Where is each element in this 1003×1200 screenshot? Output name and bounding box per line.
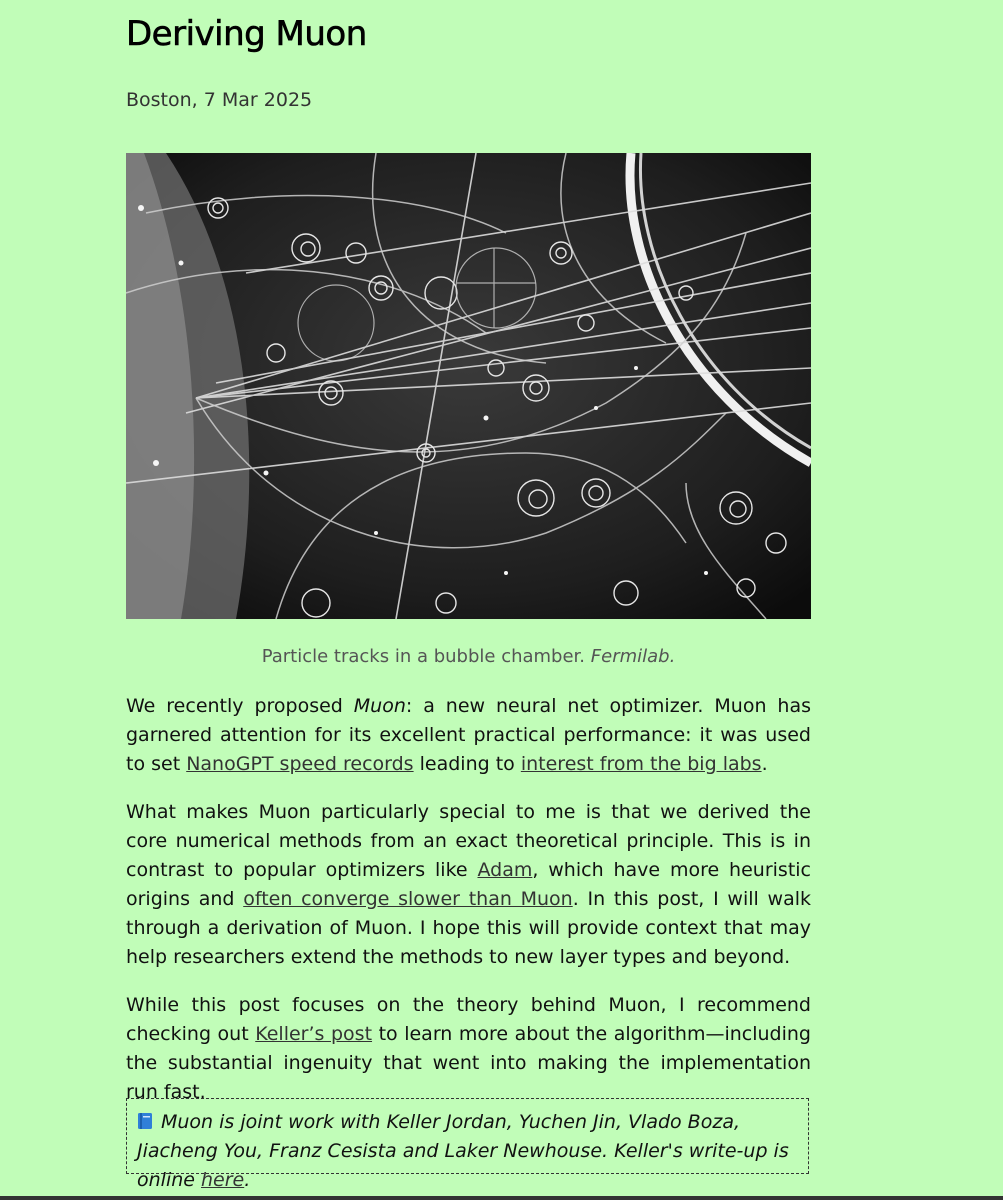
note-text: Muon is joint work with Keller Jordan, Yuchen Jin, Vlado Boza, Jiacheng You, Franz Cesista and Laker Newhouse. Keller's write-up is online — [137, 1111, 789, 1191]
figure-caption — [126, 646, 811, 667]
note-end: . — [244, 1169, 251, 1191]
caption-credit: Fermilab. — [590, 646, 676, 667]
joint-work-note — [126, 1098, 809, 1191]
adam-link[interactable]: Adam — [477, 859, 533, 881]
nanogpt-speed-records-link[interactable]: NanoGPT speed records — [186, 753, 414, 775]
p1-text-4: . — [761, 753, 768, 775]
paragraph-2 — [126, 798, 811, 972]
book-icon — [137, 1112, 153, 1130]
p2-text-2: , which have more heuristic origins and — [126, 859, 811, 910]
caption-text: Particle tracks in a bubble chamber. — [261, 646, 586, 667]
p1-text-2: : a new neural net optimizer. Muon has garnered attention for its excellent practical performance: it was used to set — [126, 695, 811, 775]
paragraph-1 — [126, 692, 811, 779]
p3-text-2: to learn more about the algorithm—including the substantial ingenuity that went into making the implementation run fast. — [126, 1023, 811, 1103]
note-here-link[interactable]: here — [201, 1169, 245, 1191]
p2-text-3: . In this post, I will walk through a derivation of Muon. I hope this will provide context that may help researchers extend the methods to new layer types and beyond. — [126, 888, 811, 968]
page-title: Deriving Muon — [126, 14, 367, 54]
converge-slower-link[interactable]: often converge slower than Muon — [243, 888, 573, 910]
p1-text-1: We recently proposed — [126, 695, 354, 717]
p3-text-1: While this post focuses on the theory behind Muon, I recommend checking out — [126, 994, 811, 1045]
dateline: Boston, 7 Mar 2025 — [126, 89, 313, 111]
p1-emphasis-muon: Muon — [353, 695, 406, 717]
article-body — [126, 692, 811, 1126]
kellers-post-link[interactable]: Keller’s post — [255, 1023, 373, 1045]
figure — [126, 153, 811, 619]
p1-text-3: leading to — [413, 753, 521, 775]
bottom-rule — [0, 1196, 1003, 1200]
big-labs-interest-link[interactable]: interest from the big labs — [520, 753, 762, 775]
paragraph-3 — [126, 991, 811, 1107]
p2-text-1: What makes Muon particularly special to me is that we derived the core numerical methods from an exact theoretical principle. This is in contrast to popular optimizers like — [126, 801, 811, 881]
bubble-chamber-photo — [126, 153, 811, 619]
